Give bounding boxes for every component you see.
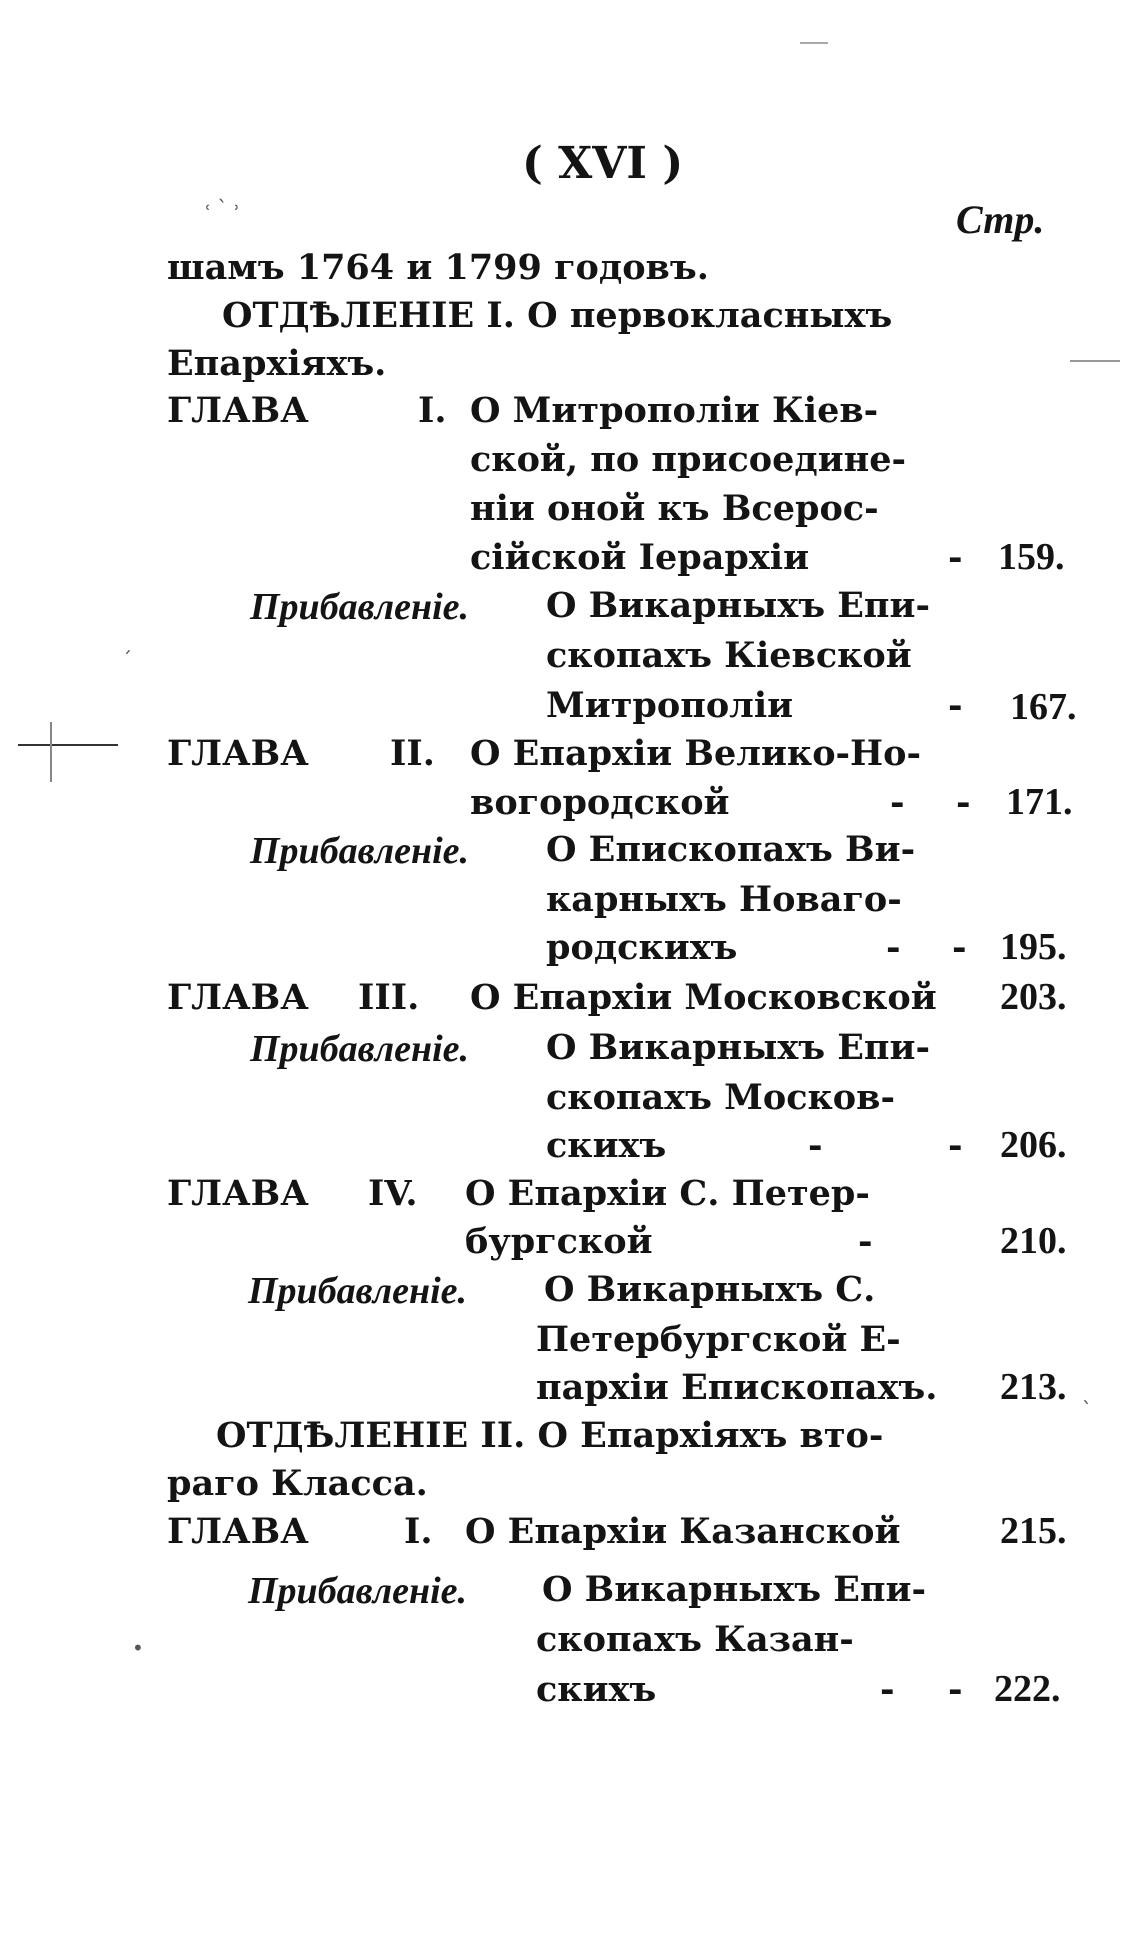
entry-line: О Викарныхъ С.: [544, 1269, 876, 1310]
scan-speck: •: [132, 1636, 144, 1660]
scan-artifact-line: [50, 722, 52, 782]
scan-artifact-line: [1070, 360, 1120, 362]
chapter-number: II.: [390, 733, 435, 774]
leader-dash: -: [948, 1125, 963, 1166]
leader-dash: -: [808, 1125, 823, 1166]
section-heading-cont: раго Класса.: [167, 1463, 428, 1504]
chapter-label: ГЛАВА: [167, 977, 309, 1018]
chapter-label: ГЛАВА: [167, 1511, 309, 1552]
entry-line: О Викарныхъ Епи-: [542, 1569, 927, 1610]
entry-line: О Викарныхъ Епи-: [546, 585, 931, 626]
scan-speck: ˓ ` ˒: [205, 196, 240, 220]
section-heading: ОТДѢЛЕНІЕ I. О первокласныхъ: [222, 295, 893, 336]
leader-dash: -: [948, 537, 963, 578]
leader-dash: -: [948, 685, 963, 726]
scan-artifact-line: [800, 42, 828, 44]
entry-line: вогородской: [470, 782, 730, 823]
section-heading: ОТДѢЛЕНІЕ II. О Епархіяхъ вто-: [216, 1415, 884, 1456]
entry-line: скихъ: [536, 1669, 657, 1710]
page-number: 167.: [1010, 686, 1077, 728]
page-header: ( XVI ): [522, 138, 684, 189]
appendix-label: Прибавленіе.: [250, 586, 470, 628]
entry-line: бургской: [465, 1221, 653, 1262]
leader-dash: -: [952, 927, 967, 968]
page-number: 159.: [998, 536, 1065, 578]
page-number: 222.: [994, 1668, 1061, 1710]
page-number: 206.: [1000, 1124, 1067, 1166]
page-number: 171.: [1006, 781, 1073, 823]
page-number: 210.: [1000, 1220, 1067, 1262]
section-heading-cont: Епархіяхъ.: [167, 343, 387, 384]
entry-line: сійской Іерархіи: [470, 537, 810, 578]
entry-line: О Епархіи С. Петер-: [465, 1173, 870, 1214]
page-number: 213.: [1000, 1366, 1067, 1408]
entry-line: О Митрополіи Кіев-: [470, 390, 879, 431]
entry-line: скопахъ Казан-: [536, 1619, 854, 1660]
page-column-label: Стр.: [956, 197, 1045, 242]
chapter-label: ГЛАВА: [167, 390, 309, 431]
leader-dash: -: [858, 1221, 873, 1262]
scan-artifact-line: [18, 744, 118, 746]
entry-line: ской, по присоедине-: [470, 439, 907, 480]
entry-line: О Епархіи Казанской: [465, 1511, 901, 1552]
appendix-label: Прибавленіе.: [248, 1570, 468, 1612]
leader-dash: -: [880, 1669, 895, 1710]
scan-speck: ˎ: [1082, 1380, 1092, 1404]
entry-line: О Епископахъ Ви-: [546, 829, 916, 870]
leader-dash: -: [948, 1669, 963, 1710]
entry-line: скопахъ Москов-: [546, 1077, 895, 1118]
entry-line: ніи оной къ Всерос-: [470, 488, 879, 529]
entry-line: О Викарныхъ Епи-: [546, 1027, 931, 1068]
entry-line: О Епархіи Московской: [470, 977, 937, 1018]
entry-line: пархіи Епископахъ.: [536, 1367, 938, 1408]
entry-line: скопахъ Кіевской: [546, 635, 912, 676]
page-number: 195.: [1000, 926, 1067, 968]
chapter-number: I.: [418, 390, 447, 431]
chapter-number: III.: [358, 977, 420, 1018]
entry-line: Митрополіи: [546, 685, 794, 726]
appendix-label: Прибавленіе.: [248, 1270, 468, 1312]
leader-dash: -: [890, 782, 905, 823]
leader-dash: -: [956, 782, 971, 823]
page-number: 215.: [1000, 1510, 1067, 1552]
appendix-label: Прибавленіе.: [250, 1028, 470, 1070]
entry-line: О Епархіи Велико-Но-: [470, 733, 922, 774]
entry-line: родскихъ: [546, 927, 738, 968]
entry-line: карныхъ Новаго-: [546, 879, 902, 920]
chapter-label: ГЛАВА: [167, 1173, 309, 1214]
appendix-label: Прибавленіе.: [250, 830, 470, 872]
entry-line: Петербургской Е-: [536, 1319, 901, 1360]
chapter-number: IV.: [368, 1173, 418, 1214]
entry-line: скихъ: [546, 1125, 667, 1166]
chapter-label: ГЛАВА: [167, 733, 309, 774]
scan-speck: ˏ: [122, 630, 132, 654]
chapter-number: I.: [404, 1511, 433, 1552]
page-number: 203.: [1000, 976, 1067, 1018]
entry-continuation: шамъ 1764 и 1799 годовъ.: [167, 247, 709, 288]
leader-dash: -: [886, 927, 901, 968]
